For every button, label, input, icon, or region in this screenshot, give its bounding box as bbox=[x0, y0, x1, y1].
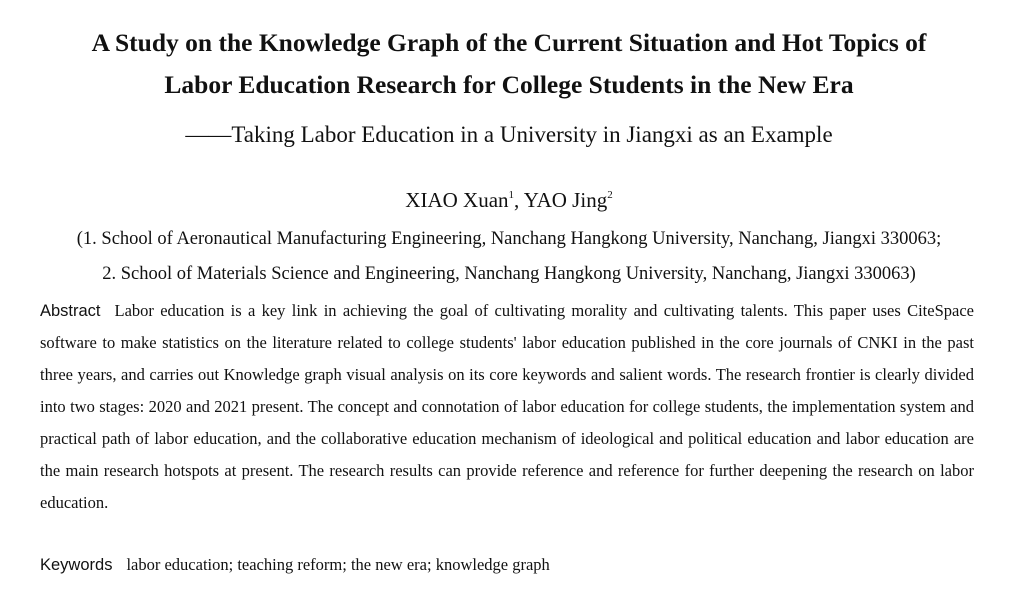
author-separator: , bbox=[514, 188, 524, 212]
author-1-affil-mark: 1 bbox=[508, 189, 515, 201]
author-2-affil-mark: 2 bbox=[607, 189, 613, 201]
author-line bbox=[0, 185, 1018, 215]
keywords bbox=[40, 551, 550, 579]
title-line-1: A Study on the Knowledge Graph of the Current Situation and Hot Topics of bbox=[91, 28, 927, 57]
keywords-label: Keywords bbox=[40, 556, 113, 574]
abstract bbox=[40, 295, 974, 519]
keywords-text: labor education; teaching reform; the new era; knowledge graph bbox=[126, 555, 550, 574]
paper-title bbox=[0, 22, 1018, 106]
abstract-label: Abstract bbox=[40, 302, 101, 320]
author-2-name: YAO Jing bbox=[523, 188, 608, 212]
paper-subtitle: ——Taking Labor Education in a University in Jiangxi as an Example bbox=[185, 122, 833, 147]
title-line-2: Labor Education Research for College Students in the New Era bbox=[164, 70, 854, 99]
author-1-name: XIAO Xuan bbox=[405, 188, 509, 212]
abstract-text: Labor education is a key link in achieving the goal of cultivating morality and cultivating talents. This paper uses CiteSpace software to make statistics on the literature related to college students' labor education published in the core journals of CNKI in the past three years, and carries out Knowledge graph visual analysis on its core keywords and salient words. The research frontier is clearly divided into two stages: 2020 and 2021 present. The concept and connotation of labor education for college students, the implementation system and practical path of labor education, and the collaborative education mechanism of ideological and political education and labor education are the main research hotspots at present. The research results can provide reference and reference for further deepening the research on labor education. bbox=[40, 301, 974, 512]
affiliation-2: 2. School of Materials Science and Engineering, Nanchang Hangkong University, Nanchang, Jiangxi 330063) bbox=[102, 264, 916, 284]
affiliation-1: (1. School of Aeronautical Manufacturing Engineering, Nanchang Hangkong University, Nanchang, Jiangxi 330063; bbox=[76, 229, 942, 249]
